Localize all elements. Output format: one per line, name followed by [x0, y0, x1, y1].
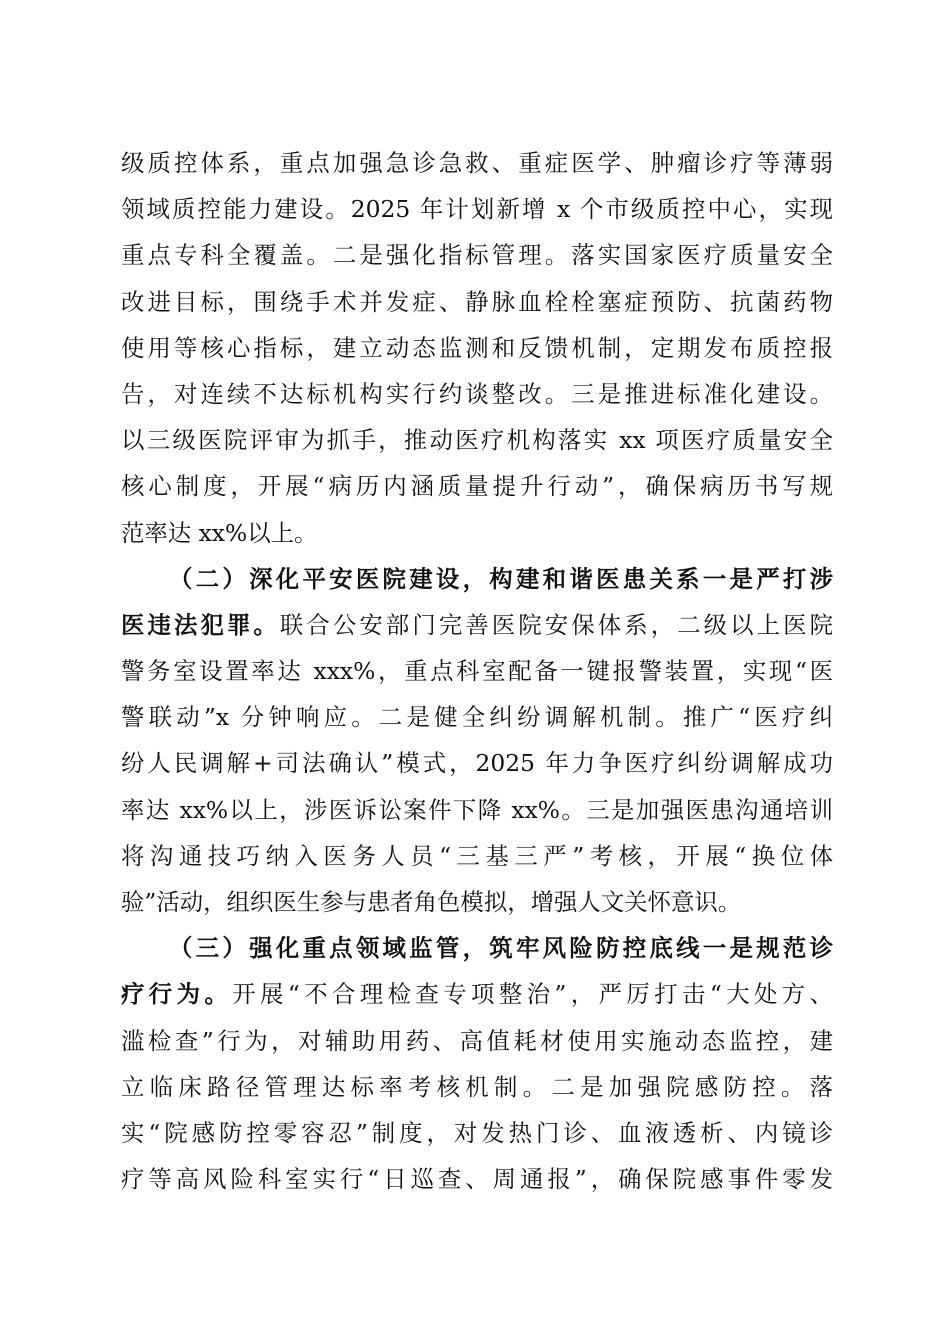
text-run: 立临床路径管理达标率考核机制。二是加强院感防控。落: [121, 1072, 833, 1101]
text-line: [121, 279, 833, 325]
text-run: 告，对连续不达标机构实行约谈整改。三是推进标准化建设。: [121, 379, 833, 408]
text-line: [121, 325, 833, 371]
section-heading: 医违法犯罪。: [121, 610, 280, 639]
section-heading: （二）深化平安医院建设，构建和谐医患关系一是严打涉: [169, 564, 833, 593]
text-line: [121, 510, 833, 556]
section-heading: 疗行为。: [121, 980, 233, 1009]
text-run: 疗等高风险科室实行“日巡查、周通报”，确保院感事件零发: [121, 1165, 833, 1194]
text-line: [121, 833, 833, 879]
text-line: [121, 694, 833, 740]
text-run: 滥检查”行为，对辅助用药、高值耗材使用实施动态监控，建: [121, 1026, 833, 1055]
text-line: [121, 140, 833, 186]
section-heading-line: [121, 556, 833, 602]
text-line: [121, 787, 833, 833]
text-run: 开展“不合理检查专项整治”，严厉打击“大处方、: [232, 980, 833, 1009]
text-line: [121, 463, 833, 509]
text-run: 重点专科全覆盖。二是强化指标管理。落实国家医疗质量安全: [121, 241, 833, 270]
section-heading-line: [121, 925, 833, 971]
text-run: 领域质控能力建设。2025 年计划新增 x 个市级质控中心，实现: [121, 195, 833, 224]
section-heading: （三）强化重点领域监管，筑牢风险防控底线一是规范诊: [169, 934, 833, 963]
text-run: 将沟通技巧纳入医务人员“三基三严”考核，开展“换位体: [121, 841, 833, 870]
text-line: [121, 371, 833, 417]
text-line: [121, 648, 833, 694]
text-run: 级质控体系，重点加强急诊急救、重症医学、肿瘤诊疗等薄弱: [121, 149, 833, 177]
text-run: 联合公安部门完善医院安保体系，二级以上医院: [279, 610, 833, 639]
text-run: 实“院感防控零容忍”制度，对发热门诊、血液透析、内镜诊: [121, 1118, 833, 1147]
text-run: 范率达 xx%以上。: [121, 518, 318, 547]
text-line: [121, 1064, 833, 1110]
document-body: [121, 140, 833, 1202]
text-line: [121, 186, 833, 232]
text-line: [121, 602, 833, 648]
text-run: 使用等核心指标，建立动态监测和反馈机制，定期发布质控报: [121, 333, 833, 362]
text-run: 警务室设置率达 xxx%，重点科室配备一键报警装置，实现“医: [121, 657, 833, 686]
text-line: [121, 1110, 833, 1156]
text-run: 警联动”x 分钟响应。二是健全纠纷调解机制。推广“医疗纠: [121, 703, 833, 732]
text-line: [121, 417, 833, 463]
text-run: 率达 xx%以上，涉医诉讼案件下降 xx%。三是加强医患沟通培训: [121, 795, 833, 824]
text-run: 验”活动，组织医生参与患者角色模拟，增强人文关怀意识。: [121, 888, 742, 916]
text-run: 核心制度，开展“病历内涵质量提升行动”，确保病历书写规: [121, 472, 833, 501]
text-line: [121, 740, 833, 786]
text-line: [121, 1156, 833, 1202]
text-line: [121, 971, 833, 1017]
text-run: 改进目标，围绕手术并发症、静脉血栓栓塞症预防、抗菌药物: [121, 287, 833, 316]
text-run: 纷人民调解+司法确认”模式，2025 年力争医疗纠纷调解成功: [121, 749, 833, 778]
text-line: [121, 232, 833, 278]
text-run: 以三级医院评审为抓手，推动医疗机构落实 xx 项医疗质量安全: [121, 426, 833, 455]
text-line: [121, 1018, 833, 1064]
text-line: [121, 879, 833, 925]
